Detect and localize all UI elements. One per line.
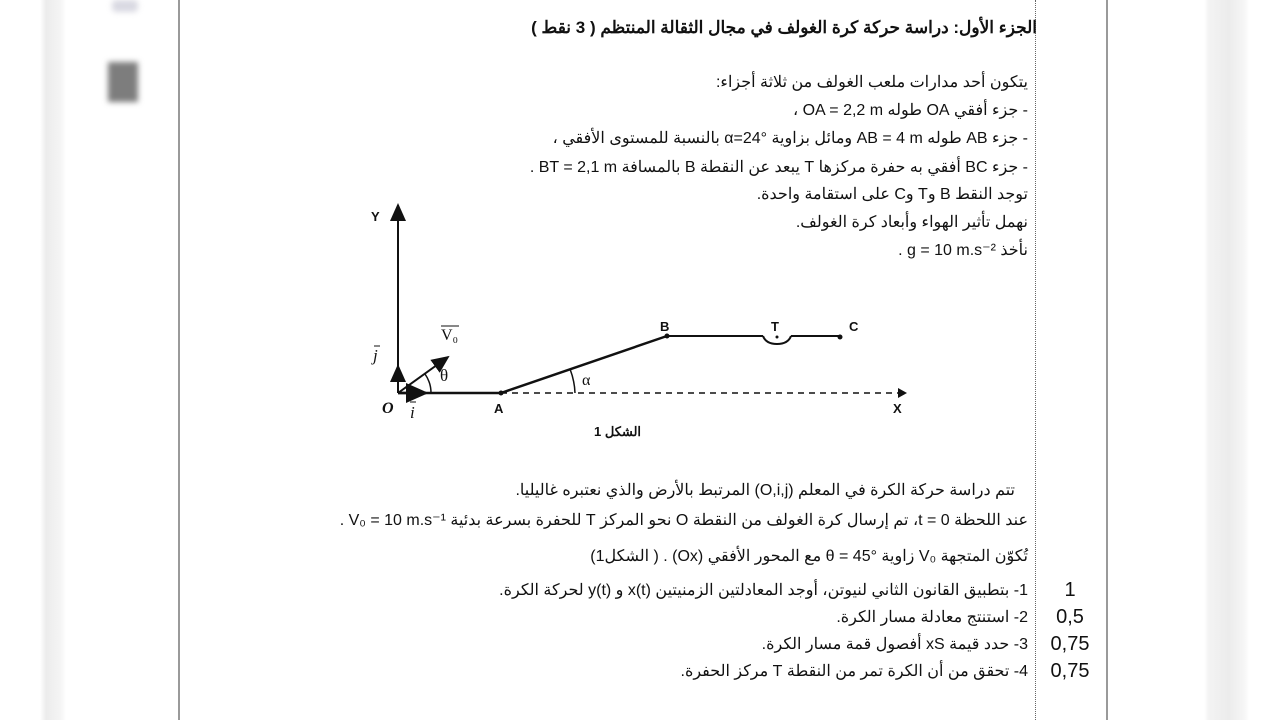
- blurred-artifact: [112, 0, 138, 12]
- y-axis-label: Y: [371, 209, 380, 224]
- x-axis-label: X: [893, 401, 902, 416]
- unit-vector-i-label: i: [410, 403, 415, 422]
- point-b-label: B: [660, 319, 670, 334]
- question-3: 3- حدد قيمة xS أفصول قمة مسار الكرة.: [761, 636, 1028, 653]
- unit-vector-j-label: j: [373, 346, 378, 365]
- alpha-label: α: [582, 372, 591, 389]
- part-oa: - جزء أفقي OA طوله OA = 2,2 m ،: [793, 102, 1028, 119]
- note-gravity: نأخذ g = 10 m.s⁻² .: [898, 242, 1028, 259]
- question-1-points: 1: [1064, 579, 1076, 601]
- velocity-vector-label: V₀: [441, 327, 459, 344]
- backdrop-right: [1109, 0, 1280, 720]
- setup-frame: تتم دراسة حركة الكرة في المعلم (O,i,j) المرتبط بالأرض والذي نعتبره غاليليا.: [515, 482, 1015, 499]
- question-4: 4- تحقق من أن الكرة تمر من النقطة T مركز الحفرة.: [680, 663, 1028, 680]
- question-3-points: 0,75: [1050, 633, 1090, 655]
- blurred-artifact: [108, 62, 138, 102]
- question-2: 2- استنتج معادلة مسار الكرة.: [836, 609, 1028, 626]
- marks-column-divider: [1035, 0, 1036, 720]
- setup-angle: تُكوّن المتجهة V₀ زاوية θ = 45° مع المحور الأفقي (Ox) . ( الشكل1): [590, 548, 1028, 565]
- question-2-points: 0,5: [1056, 606, 1084, 628]
- intro-lead: يتكون أحد مدارات ملعب الغولف من ثلاثة أجزاء:: [715, 74, 1028, 91]
- origin-label: O: [382, 400, 394, 417]
- figure-caption: الشكل 1: [594, 424, 642, 439]
- part-ab: - جزء AB طوله AB = 4 m ومائل بزاوية α=24° بالنسبة للمستوى الأفقي ،: [552, 130, 1028, 147]
- note-alignment: توجد النقط B وT وC على استقامة واحدة.: [756, 186, 1028, 203]
- section-title: الجزء الأول: دراسة حركة كرة الغولف في مجال الثقالة المنتظم ( 3 نقط ): [531, 18, 1037, 37]
- question-4-points: 0,75: [1050, 660, 1090, 682]
- note-air: نهمل تأثير الهواء وأبعاد كرة الغولف.: [795, 214, 1028, 231]
- point-a-label: A: [494, 401, 504, 416]
- figure-1-diagram: [360, 195, 920, 445]
- question-1: 1- بتطبيق القانون الثاني لنيوتن، أوجد المعادلتين الزمنيتين x(t) و y(t) لحركة الكرة.: [499, 582, 1028, 599]
- point-c-label: C: [849, 319, 859, 334]
- setup-launch: عند اللحظة t = 0، تم إرسال كرة الغولف من النقطة O نحو المركز T للحفرة بسرعة بدئية V₀ = 10 m.s⁻¹ .: [339, 512, 1028, 529]
- part-bc: - جزء BC أفقي به حفرة مركزها T يبعد عن النقطة B بالمسافة BT = 2,1 m .: [529, 159, 1028, 176]
- theta-label: θ: [440, 366, 449, 385]
- point-t-label: T: [771, 319, 779, 334]
- backdrop-left: [0, 0, 178, 720]
